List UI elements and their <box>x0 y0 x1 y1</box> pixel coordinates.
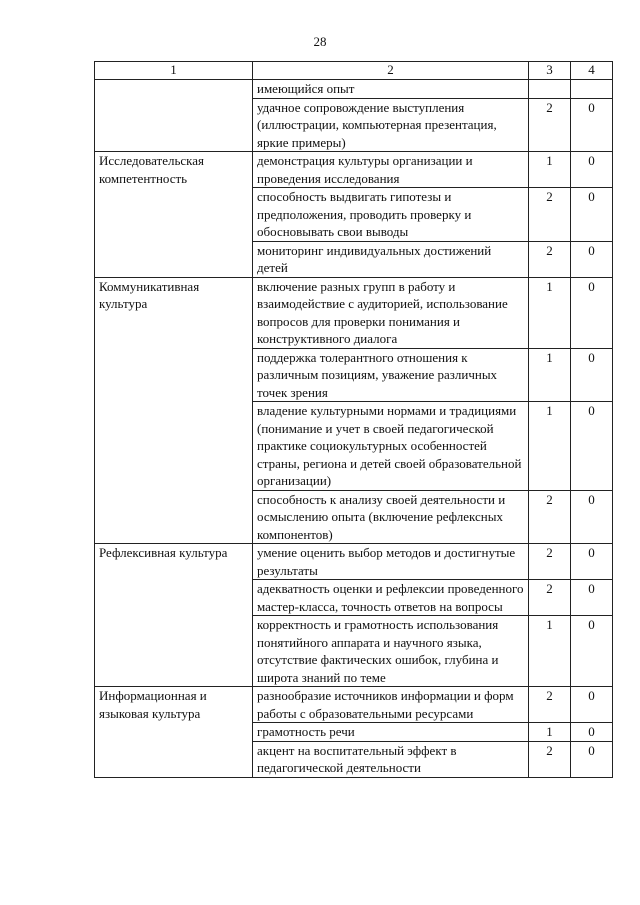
criterion-cell: способность выдвигать гипотезы и предположения, проводить проверку и обосновывать свои выводы <box>253 188 529 242</box>
score-cell-4: 0 <box>571 580 613 616</box>
score-cell-3 <box>529 80 571 99</box>
score-cell-3: 1 <box>529 402 571 491</box>
criterion-cell: корректность и грамотность использования понятийного аппарата и научного языка, отсутствие фактических ошибок, глубина и широта знаний по теме <box>253 616 529 687</box>
score-cell-4: 0 <box>571 741 613 777</box>
score-cell-3: 2 <box>529 188 571 242</box>
criterion-cell: способность к анализу своей деятельности и осмыслению опыта (включение рефлексных компонентов) <box>253 490 529 544</box>
score-cell-3: 1 <box>529 616 571 687</box>
competence-cell: Информационная и языковая культура <box>95 687 253 778</box>
score-cell-4 <box>571 80 613 99</box>
score-cell-4: 0 <box>571 188 613 242</box>
column-header-3: 3 <box>529 62 571 80</box>
competence-cell: Рефлексивная культура <box>95 544 253 687</box>
score-cell-4: 0 <box>571 544 613 580</box>
score-cell-3: 1 <box>529 723 571 742</box>
score-cell-4: 0 <box>571 241 613 277</box>
page-number: 28 <box>313 34 327 49</box>
competence-cell: Коммуникативная культура <box>95 277 253 544</box>
score-cell-3: 2 <box>529 687 571 723</box>
score-cell-4: 0 <box>571 723 613 742</box>
criterion-cell: удачное сопровождение выступления (иллюстрации, компьютерная презентация, яркие примеры) <box>253 98 529 152</box>
table-row <box>95 277 613 348</box>
criterion-cell: разнообразие источников информации и форм работы с образовательными ресурсами <box>253 687 529 723</box>
criterion-cell: акцент на воспитательный эффект в педагогической деятельности <box>253 741 529 777</box>
criterion-cell: поддержка толерантного отношения к различным позициям, уважение различных точек зрения <box>253 348 529 402</box>
score-cell-4: 0 <box>571 490 613 544</box>
score-cell-3: 2 <box>529 741 571 777</box>
score-cell-3: 1 <box>529 348 571 402</box>
criterion-cell: мониторинг индивидуальных достижений детей <box>253 241 529 277</box>
score-cell-3: 2 <box>529 241 571 277</box>
score-cell-3: 1 <box>529 277 571 348</box>
criterion-cell: адекватность оценки и рефлексии проведенного мастер-класса, точность ответов на вопросы <box>253 580 529 616</box>
score-cell-4: 0 <box>571 152 613 188</box>
table-row <box>95 80 613 99</box>
score-cell-3: 2 <box>529 580 571 616</box>
column-header-4: 4 <box>571 62 613 80</box>
table-header-row <box>95 62 613 80</box>
score-cell-4: 0 <box>571 616 613 687</box>
score-cell-4: 0 <box>571 277 613 348</box>
competence-cell <box>95 80 253 152</box>
criterion-cell: умение оценить выбор методов и достигнутые результаты <box>253 544 529 580</box>
criterion-cell: владение культурными нормами и традициями (понимание и учет в своей педагогической практике социокультурных особенностей страны, региона и детей своей образовательной организации) <box>253 402 529 491</box>
column-header-1: 1 <box>95 62 253 80</box>
score-cell-4: 0 <box>571 98 613 152</box>
score-cell-3: 2 <box>529 490 571 544</box>
score-cell-3: 2 <box>529 544 571 580</box>
competence-cell: Исследовательская компетентность <box>95 152 253 278</box>
table-row <box>95 152 613 188</box>
criterion-cell: имеющийся опыт <box>253 80 529 99</box>
score-cell-4: 0 <box>571 687 613 723</box>
column-header-2: 2 <box>253 62 529 80</box>
criteria-table <box>94 61 613 778</box>
score-cell-4: 0 <box>571 402 613 491</box>
criterion-cell: включение разных групп в работу и взаимодействие с аудиторией, использование вопросов для проверки понимания и конструктивного диалога <box>253 277 529 348</box>
table-row <box>95 687 613 723</box>
criterion-cell: демонстрация культуры организации и проведения исследования <box>253 152 529 188</box>
score-cell-3: 1 <box>529 152 571 188</box>
score-cell-3: 2 <box>529 98 571 152</box>
criterion-cell: грамотность речи <box>253 723 529 742</box>
score-cell-4: 0 <box>571 348 613 402</box>
table-row <box>95 544 613 580</box>
